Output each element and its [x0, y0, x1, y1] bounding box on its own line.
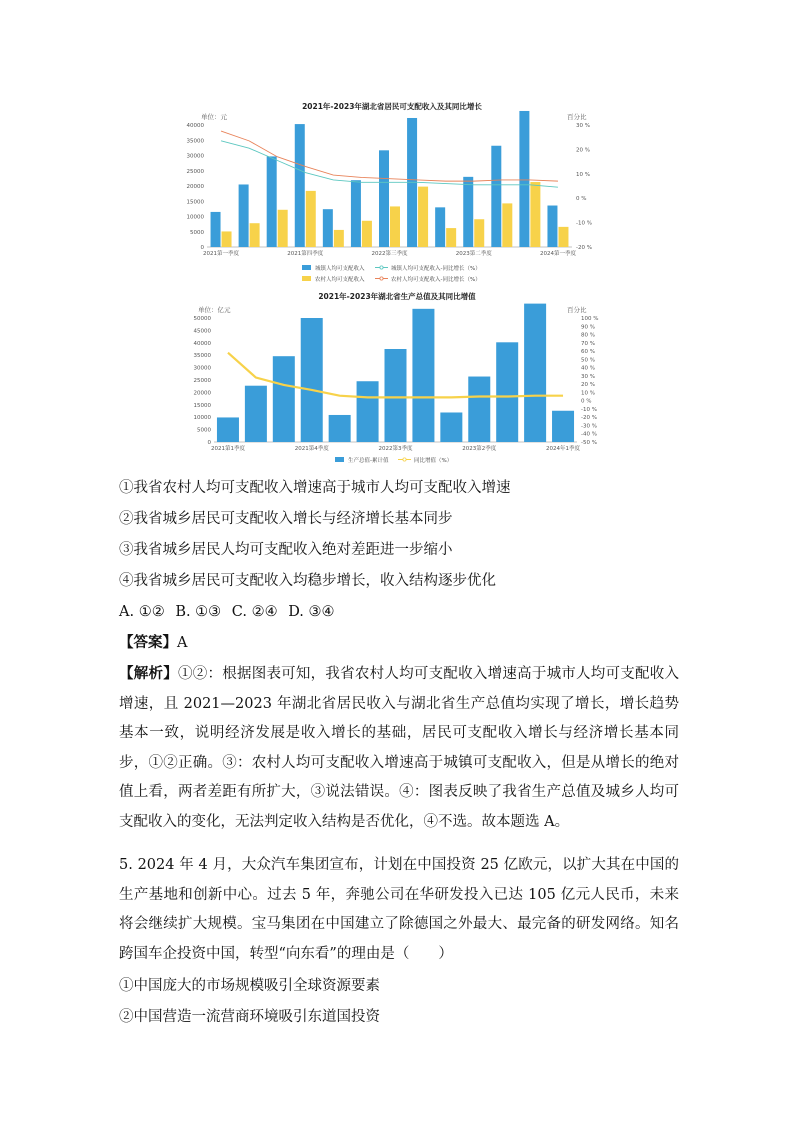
- rural-income-bar: [334, 230, 344, 247]
- y-left-tick-label: 15000: [193, 402, 211, 409]
- income-chart: [0, 98, 794, 288]
- x-tick-label: 2022第3季度: [378, 446, 413, 452]
- urban-income-bar: [267, 156, 277, 247]
- gdp-bar: [273, 356, 295, 442]
- legend-label-urban-line: 城镇人均可支配收入-同比增长（%）: [391, 266, 481, 272]
- gdp-bar: [468, 377, 490, 442]
- gdp-bar: [524, 304, 546, 442]
- y-right-tick-label: 40 %: [581, 365, 595, 372]
- legend-label-gdp-bar: 生产总值-累计值: [348, 458, 389, 464]
- y-right-tick-label: 30 %: [581, 373, 595, 380]
- y-left-tick-label: 20000: [193, 390, 211, 397]
- rural-income-bar: [474, 219, 484, 247]
- gdp-chart-title: 2021年-2023年湖北省生产总值及其同比增值: [318, 292, 476, 301]
- y-right-tick-label: 50 %: [581, 357, 595, 364]
- x-tick-label: 2021第一季度: [203, 251, 240, 257]
- legend-label-rural-line: 农村人均可支配收入-同比增长（%）: [391, 277, 481, 283]
- y-right-tick-label: 10 %: [581, 390, 595, 397]
- q4-choices: [119, 602, 341, 622]
- urban-income-bar: [211, 212, 221, 247]
- legend-marker-growth-line: [403, 458, 406, 461]
- y-right-tick-label: 90 %: [581, 324, 595, 331]
- rural-income-bar: [418, 187, 428, 247]
- gdp-bar: [440, 412, 462, 442]
- y-right-tick-label: 20 %: [581, 382, 595, 389]
- gdp-bar: [245, 386, 267, 442]
- x-tick-label: 2021第1季度: [210, 446, 245, 452]
- q5-option-2: ②中国营造一流营商环境吸引东道国投资: [119, 1009, 380, 1025]
- legend-label-urban-bar: 城镇人均可支配收入: [315, 266, 365, 272]
- y-left-tick-label: 25000: [193, 378, 211, 384]
- q5-option-1: ①中国庞大的市场规模吸引全球资源要素: [119, 978, 380, 994]
- y-right-tick-label: -50 %: [581, 440, 597, 446]
- q4-analysis: [119, 659, 679, 838]
- y-right-tick-label: -40 %: [581, 431, 597, 438]
- y-right-tick-label: 70 %: [581, 340, 595, 347]
- y-left-tick-label: 10000: [186, 214, 204, 221]
- y-right-tick-label: -30 %: [581, 423, 597, 430]
- q4-answer: [119, 633, 187, 653]
- legend-marker-rural-line: [380, 277, 383, 280]
- y-left-tick-label: 40000: [193, 340, 211, 347]
- gdp-bar: [385, 349, 407, 442]
- y-right-tick-label: 30 %: [576, 123, 590, 129]
- analysis-text: ①②：根据图表可知，我省农村人均可支配收入增速高于城市人均可支配收入增速，且 2021—2023 年湖北省居民收入与湖北省生产总值均实现了增长，增长趋势基本一致，说明经济发展是收入增长的基础，居民可支配收入增长与经济增长基本同步，①②正确。③：农村人均可支配收入增速高于城镇可支配收入，但是从增长的绝对值上看，两者差距有所扩大，③说法错误。④：图表反映了我省生产总值及城乡人均可支配收入的变化，无法判定收入结构是否优化，④不选。故本题选 A。: [119, 666, 680, 830]
- y-left-tick-label: 30000: [193, 365, 211, 372]
- y-left-tick-label: 25000: [186, 168, 204, 175]
- legend-label-growth-line: 同比增值（%）: [414, 458, 453, 464]
- y-right-tick-label: -10 %: [581, 406, 597, 413]
- legend-label-rural-bar: 农村人均可支配收入: [315, 277, 365, 283]
- legend-marker-urban-line: [380, 266, 383, 269]
- gdp-bar: [357, 381, 379, 442]
- y-left-tick-label: 15000: [186, 199, 204, 206]
- rural-income-bar: [306, 191, 316, 247]
- urban-income-bar: [435, 207, 445, 247]
- rural-income-bar: [222, 231, 232, 247]
- gdp-left-unit: 单位：亿元: [198, 306, 231, 314]
- gdp-bar: [496, 342, 518, 442]
- rural-income-bar: [558, 227, 568, 247]
- urban-income-bar: [491, 146, 501, 247]
- q4-option-3: ③我省城乡居民人均可支配收入绝对差距进一步缩小: [119, 542, 453, 558]
- gdp-bar: [552, 411, 574, 442]
- x-tick-label: 2023第二季度: [455, 251, 492, 257]
- urban-income-bar: [519, 111, 529, 247]
- answer-label: 【答案】: [119, 634, 177, 651]
- q4-choice-b: B. ①③: [175, 604, 222, 620]
- y-right-tick-label: 80 %: [581, 332, 595, 339]
- gdp-legend: [335, 456, 452, 464]
- y-right-tick-label: -20 %: [581, 415, 597, 422]
- y-left-tick-label: 35000: [186, 138, 204, 145]
- y-right-tick-label: 100 %: [581, 316, 599, 322]
- x-tick-label: 2024年1季度: [546, 446, 581, 452]
- y-left-tick-label: 0: [207, 440, 211, 446]
- q4-option-2: ②我省城乡居民可支配收入增长与经济增长基本同步: [119, 511, 453, 527]
- x-tick-label: 2024第一季度: [539, 251, 576, 257]
- q4-option-1: ①我省农村人均可支配收入增速高于城市人均可支配收入增速: [119, 480, 511, 496]
- gdp-bar: [301, 318, 323, 442]
- y-left-tick-label: 50000: [193, 316, 211, 322]
- y-left-tick-label: 45000: [193, 328, 211, 335]
- gdp-bar: [412, 309, 434, 442]
- gdp-bar: [329, 415, 351, 442]
- gdp-right-unit: 百分比: [567, 306, 587, 314]
- gdp-bar: [217, 417, 239, 442]
- q4-option-4: ④我省城乡居民可支配收入均稳步增长，收入结构逐步优化: [119, 573, 496, 589]
- analysis-label: 【解析】: [119, 665, 178, 682]
- y-left-tick-label: 20000: [186, 184, 204, 190]
- income-left-unit: 单位：元: [201, 113, 227, 121]
- gdp-chart: [0, 288, 794, 468]
- y-right-tick-label: 0 %: [581, 398, 592, 405]
- y-left-tick-label: 35000: [193, 353, 211, 360]
- rural-income-bar: [390, 206, 400, 247]
- legend-swatch-gdp-bar: [335, 457, 344, 462]
- y-left-tick-label: 5000: [190, 229, 204, 236]
- urban-income-bar: [295, 124, 305, 247]
- rural-income-bar: [502, 203, 512, 247]
- rural-income-bar: [278, 210, 288, 247]
- answer-value: A: [177, 635, 188, 651]
- urban-income-bar: [239, 184, 249, 247]
- y-left-tick-label: 10000: [193, 415, 211, 422]
- y-right-tick-label: 0 %: [576, 196, 587, 203]
- x-tick-label: 2022第三季度: [371, 251, 408, 257]
- x-tick-label: 2023第2季度: [462, 446, 497, 452]
- legend-swatch-rural-bar: [302, 276, 311, 281]
- y-left-tick-label: 40000: [186, 123, 204, 129]
- urban-income-bar: [463, 177, 473, 247]
- urban-income-bar: [547, 206, 557, 247]
- y-left-tick-label: 30000: [186, 153, 204, 160]
- rural-income-bar: [362, 221, 372, 247]
- rural-income-bar: [530, 182, 540, 247]
- urban-income-bar: [351, 180, 361, 247]
- rural-income-bar: [446, 228, 456, 247]
- y-right-tick-label: 60 %: [581, 349, 595, 356]
- income-legend: [302, 264, 481, 283]
- urban-income-bar: [323, 209, 333, 247]
- urban-income-bar: [379, 150, 389, 247]
- x-tick-label: 2021第四季度: [287, 251, 324, 257]
- rural-income-bar: [250, 223, 260, 247]
- q4-choice-a: A. ①②: [119, 604, 165, 620]
- y-left-tick-label: 5000: [197, 427, 211, 434]
- income-chart-title: 2021年-2023年湖北省居民可支配收入及其同比增长: [302, 102, 482, 111]
- x-tick-label: 2021第4季度: [294, 446, 329, 452]
- y-right-tick-label: -10 %: [576, 220, 592, 227]
- y-right-tick-label: 20 %: [576, 147, 590, 154]
- legend-swatch-urban-bar: [302, 265, 311, 270]
- y-right-tick-label: -20 %: [576, 245, 592, 251]
- income-right-unit: 百分比: [567, 113, 587, 121]
- q4-choice-d: D. ③④: [288, 604, 335, 620]
- q4-choice-c: C. ②④: [231, 604, 278, 620]
- y-left-tick-label: 0: [200, 245, 204, 251]
- q5-stem: 5. 2024 年 4 月，大众汽车集团宣布，计划在中国投资 25 亿欧元，以扩大其在中国的生产基地和创新中心。过去 5 年，奔驰公司在华研发投入已达 105 亿元人民币，未来将会继续扩大规模。宝马集团在中国建立了除德国之外最大、最完备的研发网络。知名跨国车企投资中国，转型“向东看”的理由是（ ）: [119, 857, 679, 962]
- y-right-tick-label: 10 %: [576, 171, 590, 178]
